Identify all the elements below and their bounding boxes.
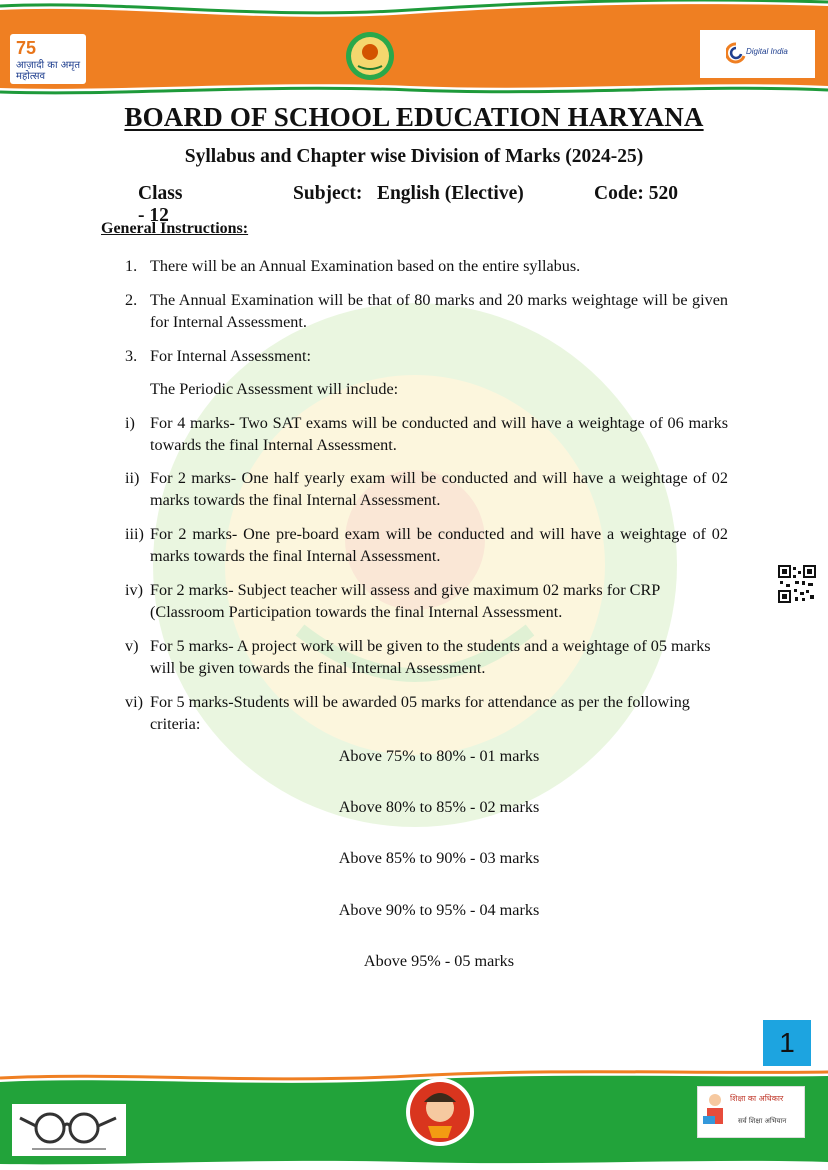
attendance-criterion: Above 80% to 85% - 02 marks — [338, 798, 540, 816]
shiksha-logo-subtitle: सर्व शिक्षा अभियान — [738, 1117, 787, 1125]
attendance-criterion: Above 85% to 90% - 03 marks — [338, 849, 540, 867]
general-instructions-heading: General Instructions: — [101, 220, 249, 237]
list-item-marker: 2. — [125, 291, 138, 309]
list-item-marker: 1. — [125, 257, 138, 275]
list-item-marker: vi) — [125, 693, 143, 711]
page-number: 1 — [763, 1020, 811, 1066]
header-band — [0, 0, 828, 96]
page-subtitle: Syllabus and Chapter wise Division of Marks (2024-25) — [184, 146, 644, 167]
periodic-assessment-intro: The Periodic Assessment will include: — [150, 380, 399, 398]
qr-code-icon — [778, 565, 816, 603]
code-label: Code: 520 — [594, 183, 678, 204]
list-item: For 4 marks- Two SAT exams will be conducted and will have a weightage of 06 marks towards the final Internal Assessment. — [150, 414, 728, 454]
subject-label: Subject: English (Elective) — [293, 183, 524, 204]
list-item-marker: i) — [125, 414, 135, 432]
list-item-marker: v) — [125, 637, 139, 655]
azadi-ka-amrit-mahotsav-logo — [10, 34, 86, 84]
list-item-marker: iii) — [125, 525, 144, 543]
list-item: For 2 marks- One pre-board exam will be conducted and will have a weightage of 02 marks towards the final Internal Assessment. — [150, 525, 728, 565]
attendance-criterion: Above 95% - 05 marks — [363, 952, 515, 970]
swachh-bharat-spectacles-icon — [12, 1104, 126, 1156]
attendance-criterion: Above 90% to 95% - 04 marks — [338, 901, 540, 919]
list-item-marker: ii) — [125, 469, 140, 487]
azadi-logo-number: 75 — [16, 38, 37, 58]
digital-india-label: Digital India — [746, 47, 788, 56]
list-item: There will be an Annual Examination based on the entire syllabus. — [150, 257, 581, 275]
shiksha-ka-adhikar-logo — [697, 1086, 805, 1138]
child-with-book-icon — [701, 1092, 729, 1132]
list-item: For 2 marks- Subject teacher will assess and give maximum 02 marks for CRP (Classroom Participation towards the final Internal Assessment. — [150, 581, 660, 621]
class-label: Class - 12 — [138, 183, 183, 226]
list-item: For 2 marks- One half yearly exam will be conducted and will have a weightage of 02 marks towards the final Internal Assessment. — [150, 469, 728, 509]
swachh-bharat-logo — [12, 1104, 126, 1156]
list-item: For Internal Assessment: — [150, 347, 311, 365]
shiksha-logo-title: शिक्षा का अधिकार — [730, 1094, 784, 1103]
list-item-marker: 3. — [125, 347, 138, 365]
digital-india-icon — [726, 42, 746, 64]
list-item-marker: iv) — [125, 581, 143, 599]
list-item: For 5 marks- A project work will be given to the students and a weightage of 05 marks will be given towards the final Internal Assessment. — [150, 637, 711, 677]
digital-india-logo — [724, 36, 800, 72]
list-item: For 5 marks-Students will be awarded 05 marks for attendance as per the following criteria: — [150, 693, 690, 733]
list-item: The Annual Examination will be that of 80 marks and 20 marks weightage will be given for Internal Assessment. — [150, 291, 728, 331]
attendance-criterion: Above 75% to 80% - 01 marks — [338, 747, 540, 765]
page-title: BOARD OF SCHOOL EDUCATION HARYANA — [124, 102, 704, 132]
azadi-logo-text: आज़ादी का अमृत महोत्सव — [16, 60, 81, 82]
